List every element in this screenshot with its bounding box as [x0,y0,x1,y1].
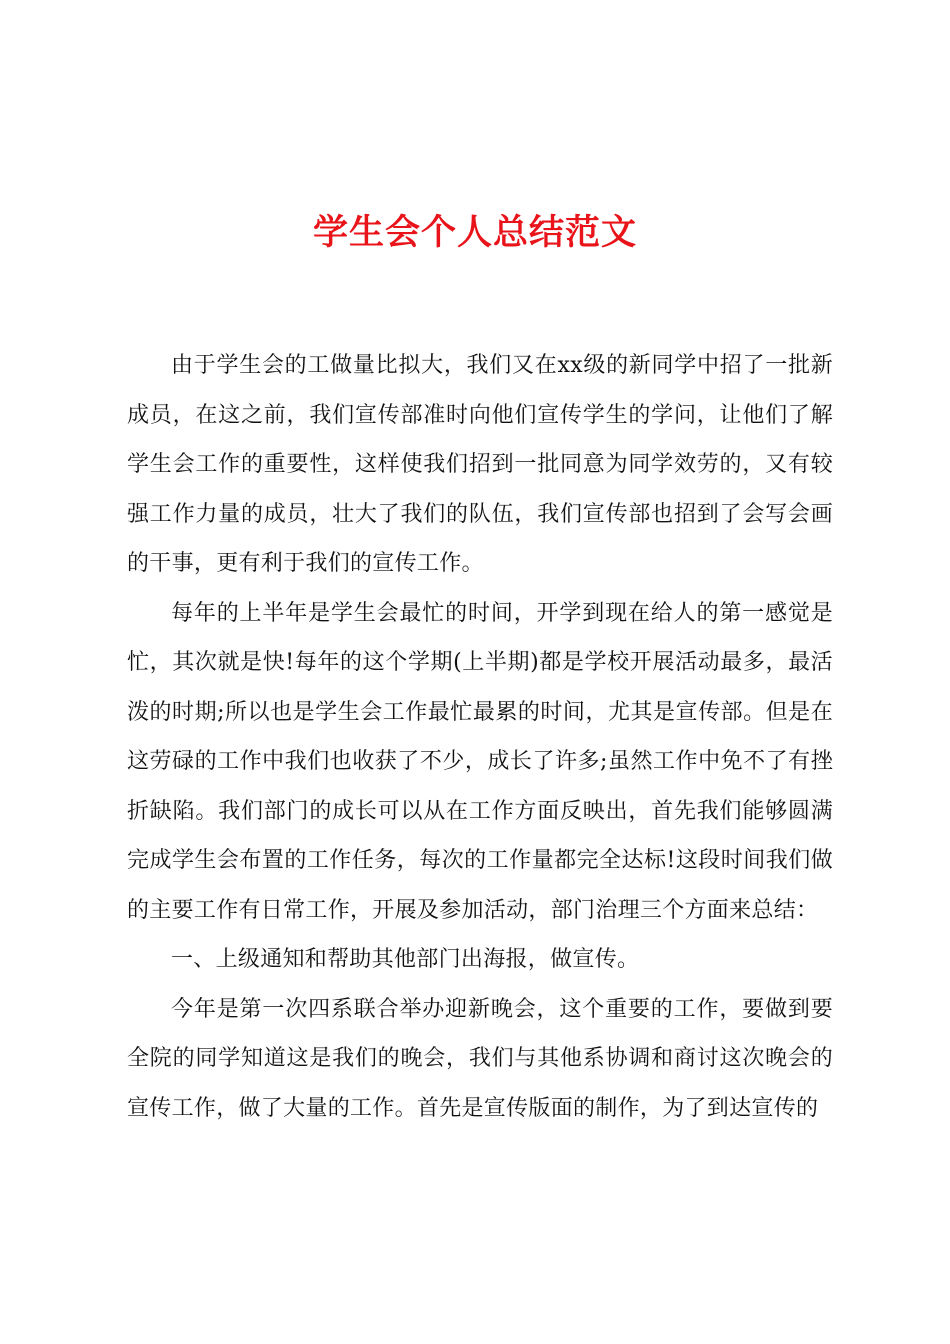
document-title: 学生会个人总结范文 [312,212,637,253]
paragraph-busy-semester: 每年的上半年是学生会最忙的时间，开学到现在给人的第一感觉是忙，其次就是快!每年的这个学期(上半期)都是学校开展活动最多，最活泼的时期;所以也是学生会工作最忙最累的时间，尤其是宣传部。但是在这劳碌的工作中我们也收获了不少，成长了许多;虽然工作中免不了有挫折缺陷。我们部门的成长可以从在工作方面反映出，首先我们能够圆满完成学生会布置的工作任务，每次的工作量都完全达标!这段时间我们做的主要工作有日常工作，开展及参加活动，部门治理三个方面来总结： [127,600,833,923]
document-body [127,341,833,1133]
paragraph-welcome-party: 今年是第一次四系联合举办迎新晚会，这个重要的工作，要做到要全院的同学知道这是我们的晚会，我们与其他系协调和商讨这次晚会的宣传工作，做了大量的工作。首先是宣传版面的制作，为了到达宣传的 [127,996,833,1121]
section-heading-posters: 一、上级通知和帮助其他部门出海报，做宣传。 [171,947,640,972]
paragraph-intro: 由于学生会的工做量比拟大，我们又在xx级的新同学中招了一批新成员，在这之前，我们宣传部准时向他们宣传学生的学问，让他们了解学生会工作的重要性，这样使我们招到一批同意为同学效劳的，又有较强工作力量的成员，壮大了我们的队伍，我们宣传部也招到了会写会画的干事，更有利于我们的宣传工作。 [127,353,833,576]
